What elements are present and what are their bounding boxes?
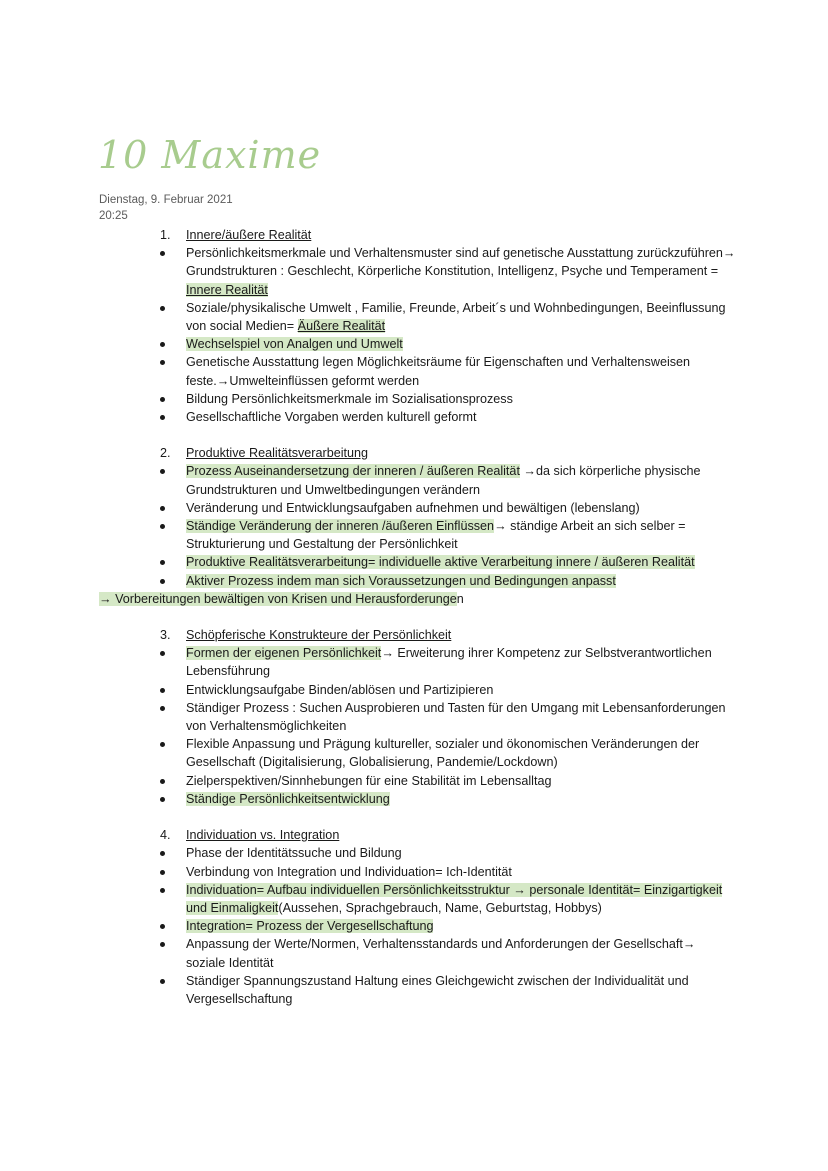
bullet-icon bbox=[160, 306, 165, 311]
highlighted-text: Individuation= Aufbau individuellen Persönlichkeitsstruktur → personale Identität= Einzigartigkeit und Einmaligkeit bbox=[186, 882, 723, 915]
section-number: 1. bbox=[160, 228, 171, 242]
list-item bbox=[0, 462, 828, 498]
list-item bbox=[0, 681, 828, 699]
item-text: Genetische Ausstattung legen Möglichkeitsräume für Eigenschaften und Verhaltensweisen feste.→Umwelteinflüssen geformt werden bbox=[186, 355, 691, 388]
highlighted-text: Ständige Persönlichkeitsentwicklung bbox=[186, 791, 390, 806]
list-item bbox=[0, 881, 828, 917]
section-number: 3. bbox=[160, 628, 171, 643]
list-item bbox=[0, 972, 828, 1008]
list-item bbox=[0, 244, 828, 299]
section-productive-processing bbox=[0, 444, 828, 608]
bullet-icon bbox=[160, 506, 165, 511]
list-item bbox=[0, 844, 828, 862]
list-item bbox=[0, 772, 828, 790]
bullet-icon bbox=[160, 706, 165, 711]
list-item bbox=[0, 517, 828, 553]
highlighted-text: → Vorbereitungen bewältigen von Krisen und Herausforderunge bbox=[99, 591, 457, 606]
bullet-icon bbox=[160, 888, 165, 893]
bullet-icon bbox=[160, 979, 165, 984]
bullet-icon bbox=[160, 651, 165, 656]
item-text: Bildung Persönlichkeitsmerkmale im Sozialisationsprozess bbox=[186, 391, 513, 406]
highlighted-text: Prozess Auseinandersetzung der inneren / äußeren Realität bbox=[186, 464, 520, 479]
list-item bbox=[0, 790, 828, 808]
bullet-icon bbox=[160, 342, 165, 347]
bullet-icon bbox=[160, 870, 165, 875]
bullet-icon bbox=[160, 360, 165, 365]
item-text: →da sich körperliche physische Grundstrukturen und Umweltbedingungen verändern bbox=[186, 464, 701, 497]
section-creative-constructors bbox=[0, 626, 828, 808]
section-number: 4. bbox=[160, 828, 171, 843]
section-heading bbox=[0, 226, 828, 244]
highlighted-text: Aktiver Prozess indem man sich Voraussetzungen und Bedingungen anpasst bbox=[186, 573, 616, 588]
bullet-icon bbox=[160, 779, 165, 784]
bullet-icon bbox=[160, 942, 165, 947]
bullet-icon bbox=[160, 742, 165, 747]
item-text: Entwicklungsaufgabe Binden/ablösen und Partizipieren bbox=[186, 682, 494, 697]
list-item bbox=[0, 644, 828, 680]
list-item bbox=[0, 699, 828, 735]
list-item bbox=[0, 917, 828, 935]
list-item bbox=[0, 353, 828, 389]
bullet-icon bbox=[160, 251, 165, 256]
note-date: Dienstag, 9. Februar 2021 bbox=[99, 194, 233, 206]
item-text: Anpassung der Werte/Normen, Verhaltensstandards und Anforderungen der Gesellschaft→ soziale Identität bbox=[186, 937, 696, 970]
section-heading bbox=[0, 626, 828, 644]
bullet-icon bbox=[160, 397, 165, 402]
bullet-icon bbox=[160, 924, 165, 929]
bullet-list bbox=[0, 644, 828, 808]
section-number: 2. bbox=[160, 446, 171, 461]
note-content bbox=[0, 226, 828, 1026]
list-item bbox=[0, 408, 828, 426]
highlighted-text: Ständige Veränderung der inneren /äußeren Einflüssen bbox=[186, 519, 495, 534]
item-text: Verbindung von Integration und Individuation= Ich-Identität bbox=[186, 864, 512, 879]
item-text: Ständiger Prozess : Suchen Ausprobieren und Tasten für den Umgang mit Lebensanforderungen von Verhaltensmöglichkeiten bbox=[186, 700, 726, 734]
continuation-line bbox=[0, 590, 828, 608]
section-heading-text: Innere/äußere Realität bbox=[186, 228, 312, 242]
item-text: → ständige Arbeit an sich selber = Strukturierung und Gestaltung der Persönlichkeit bbox=[186, 519, 686, 552]
list-item bbox=[0, 390, 828, 408]
item-text: Gesellschaftliche Vorgaben werden kulturell geformt bbox=[186, 410, 477, 425]
bullet-icon bbox=[160, 469, 165, 474]
item-text: Flexible Anpassung und Prägung kultureller, sozialer und ökonomischen Veränderungen der Gesellschaft (Digitalisierung, Globalisierung, Pandemie/Lockdown) bbox=[186, 737, 700, 770]
bullet-list bbox=[0, 462, 828, 589]
item-text: Persönlichkeitsmerkmale und Verhaltensmuster sind auf genetische Ausstattung zurückzuführen→ Grundstrukturen : Geschlecht, Körperliche Konstitution, Intelligenz, Psyche und Temperament = bbox=[186, 246, 736, 279]
bullet-icon bbox=[160, 688, 165, 693]
list-item bbox=[0, 335, 828, 353]
bullet-icon bbox=[160, 560, 165, 565]
section-heading-text: Produktive Realitätsverarbeitung bbox=[186, 446, 369, 461]
bullet-icon bbox=[160, 579, 165, 584]
item-text: → Erweiterung ihrer Kompetenz zur Selbstverantwortlichen Lebensführung bbox=[186, 646, 712, 679]
list-item bbox=[0, 499, 828, 517]
bullet-list bbox=[0, 844, 828, 1008]
item-text: Veränderung und Entwicklungsaufgaben aufnehmen und bewältigen (lebenslang) bbox=[186, 500, 640, 515]
section-individuation-integration bbox=[0, 826, 828, 1008]
section-heading-text: Individuation vs. Integration bbox=[186, 828, 340, 843]
item-text: Phase der Identitätssuche und Bildung bbox=[186, 846, 402, 861]
item-text: Zielperspektiven/Sinnhebungen für eine Stabilität im Lebensalltag bbox=[186, 773, 552, 788]
highlighted-text: Integration= Prozess der Vergesellschaftung bbox=[186, 919, 434, 934]
highlighted-term: Innere Realität bbox=[186, 282, 268, 297]
item-text: (Aussehen, Sprachgebrauch, Name, Geburtstag, Hobbys) bbox=[278, 900, 602, 915]
bullet-list bbox=[0, 244, 828, 426]
bullet-icon bbox=[160, 524, 165, 529]
list-item bbox=[0, 299, 828, 335]
item-text: n bbox=[456, 591, 464, 606]
list-item bbox=[0, 553, 828, 571]
highlighted-term: Äußere Realität bbox=[297, 319, 386, 334]
section-heading-text: Schöpferische Konstrukteure der Persönlichkeit bbox=[186, 628, 452, 643]
list-item bbox=[0, 735, 828, 771]
section-heading bbox=[0, 444, 828, 462]
section-inner-outer-reality bbox=[0, 226, 828, 426]
page-title: 10 Maxime bbox=[98, 133, 322, 177]
bullet-icon bbox=[160, 415, 165, 420]
highlighted-text: Formen der eigenen Persönlichkeit bbox=[186, 646, 382, 661]
bullet-icon bbox=[160, 797, 165, 802]
item-text: Soziale/physikalische Umwelt , Familie, Freunde, Arbeit´s und Wohnbedingungen, Beeinflussung von social Medien= bbox=[186, 300, 726, 334]
bullet-icon bbox=[160, 851, 165, 856]
list-item bbox=[0, 572, 828, 590]
section-heading bbox=[0, 826, 828, 844]
highlighted-text: Wechselspiel von Analgen und Umwelt bbox=[186, 337, 403, 352]
note-time: 20:25 bbox=[99, 210, 128, 222]
item-text: Ständiger Spannungszustand Haltung eines Gleichgewicht zwischen der Individualität und Vergesellschaftung bbox=[186, 973, 689, 1006]
highlighted-text: Produktive Realitätsverarbeitung= individuelle aktive Verarbeitung innere / äußeren Realität bbox=[186, 555, 695, 570]
list-item bbox=[0, 935, 828, 971]
list-item bbox=[0, 863, 828, 881]
